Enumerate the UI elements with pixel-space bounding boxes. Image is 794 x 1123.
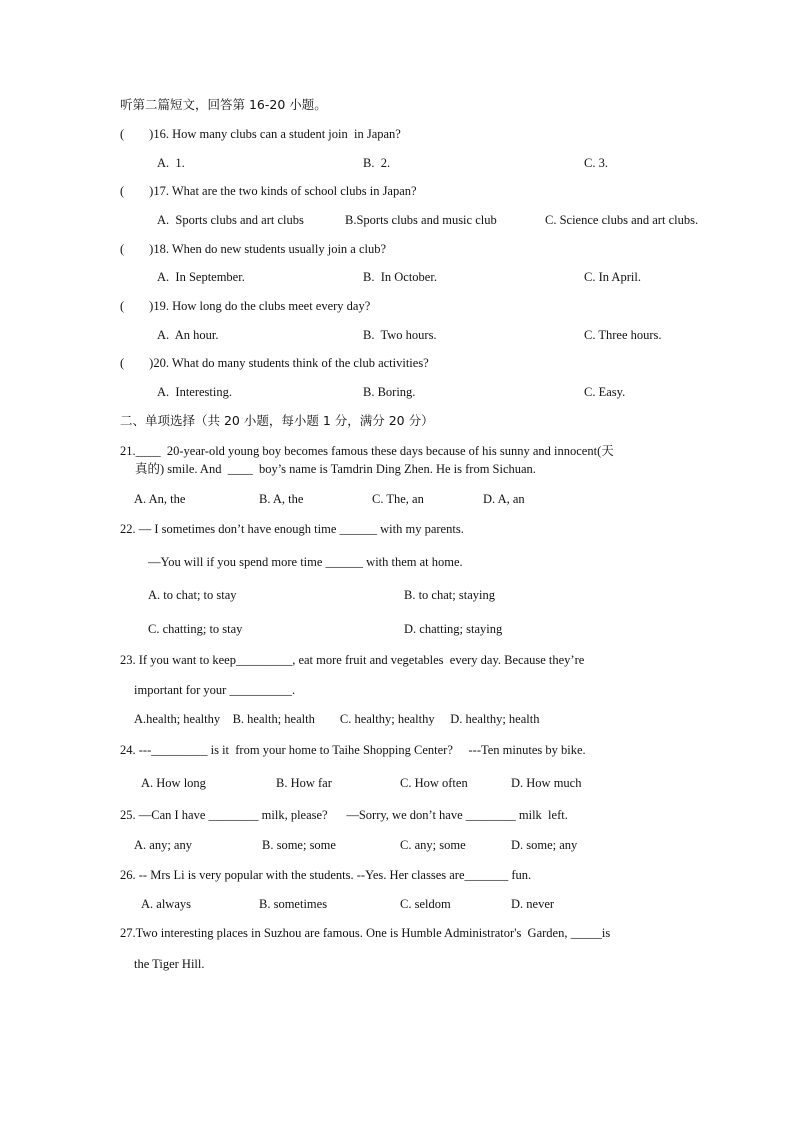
question-27-line1: 27.Two interesting places in Suzhou are famous. One is Humble Administrator's Garden, _____is	[120, 926, 611, 940]
question-22-option-b: B. to chat; staying	[404, 588, 495, 602]
question-23-line1: 23. If you want to keep_________, eat more fruit and vegetables every day. Because they’re	[120, 653, 585, 667]
question-16-option-b: B. 2.	[363, 156, 391, 170]
question-27-line2: the Tiger Hill.	[134, 957, 205, 971]
question-24-option-b: B. How far	[276, 776, 332, 790]
question-20-option-b: B. Boring.	[363, 385, 416, 399]
question-25-option-b: B. some; some	[262, 838, 336, 852]
question-26-option-d: D. never	[511, 897, 555, 911]
section-2-heading: 二、单项选择（共 20 小题，每小题 1 分，满分 20 分）	[120, 413, 434, 428]
question-17-option-a: A. Sports clubs and art clubs	[157, 213, 304, 227]
question-16-stem: ( )16. How many clubs can a student join in Japan?	[120, 127, 401, 141]
question-23-options: A.health; healthy B. health; health C. healthy; healthy D. healthy; health	[134, 712, 540, 726]
question-20-option-c: C. Easy.	[584, 385, 626, 399]
question-25-option-a: A. any; any	[134, 838, 192, 852]
question-16-option-c: C. 3.	[584, 156, 608, 170]
question-21-option-a: A. An, the	[134, 492, 186, 506]
question-25-option-d: D. some; any	[511, 838, 578, 852]
question-22-option-c: C. chatting; to stay	[148, 622, 243, 636]
question-20-option-a: A. Interesting.	[157, 385, 232, 399]
question-17-option-b: B.Sports clubs and music club	[345, 213, 497, 227]
question-24-line1: 24. ---_________ is it from your home to Taihe Shopping Center? ---Ten minutes by bike.	[120, 743, 586, 757]
question-18-option-a: A. In September.	[157, 270, 245, 284]
question-26-option-c: C. seldom	[400, 897, 451, 911]
question-24-option-d: D. How much	[511, 776, 582, 790]
question-19-stem: ( )19. How long do the clubs meet every day?	[120, 299, 371, 313]
question-22-line1: 22. — I sometimes don’t have enough time ______ with my parents.	[120, 522, 464, 536]
question-21-option-c: C. The, an	[372, 492, 424, 506]
question-22-option-a: A. to chat; to stay	[148, 588, 237, 602]
question-22-option-d: D. chatting; staying	[404, 622, 503, 636]
question-21-line1: 21.____ 20-year-old young boy becomes famous these days because of his sunny and innocent(天	[120, 444, 614, 458]
question-25-option-c: C. any; some	[400, 838, 466, 852]
question-19-option-c: C. Three hours.	[584, 328, 662, 342]
question-22-line2: —You will if you spend more time ______ with them at home.	[148, 555, 463, 569]
question-19-option-a: A. An hour.	[157, 328, 219, 342]
question-25-line1: 25. —Can I have ________ milk, please? —Sorry, we don’t have ________ milk left.	[120, 808, 568, 822]
question-21-option-b: B. A, the	[259, 492, 304, 506]
question-17-stem: ( )17. What are the two kinds of school clubs in Japan?	[120, 184, 417, 198]
question-18-option-b: B. In October.	[363, 270, 437, 284]
question-16-option-a: A. 1.	[157, 156, 185, 170]
listening-part2-heading: 听第二篇短文，回答第 16-20 小题。	[120, 97, 327, 112]
question-24-option-a: A. How long	[141, 776, 206, 790]
question-26-option-a: A. always	[141, 897, 191, 911]
question-23-line2: important for your __________.	[134, 683, 296, 697]
question-18-stem: ( )18. When do new students usually join a club?	[120, 242, 387, 256]
question-26-option-b: B. sometimes	[259, 897, 328, 911]
question-24-option-c: C. How often	[400, 776, 468, 790]
question-26-line1: 26. -- Mrs Li is very popular with the students. --Yes. Her classes are_______ fun.	[120, 868, 532, 882]
question-18-option-c: C. In April.	[584, 270, 641, 284]
question-20-stem: ( )20. What do many students think of the club activities?	[120, 356, 429, 370]
question-21-line2: 真的) smile. And ____ boy’s name is Tamdrin Ding Zhen. He is from Sichuan.	[135, 462, 536, 476]
question-19-option-b: B. Two hours.	[363, 328, 437, 342]
question-21-option-d: D. A, an	[483, 492, 525, 506]
question-17-option-c: C. Science clubs and art clubs.	[545, 213, 699, 227]
